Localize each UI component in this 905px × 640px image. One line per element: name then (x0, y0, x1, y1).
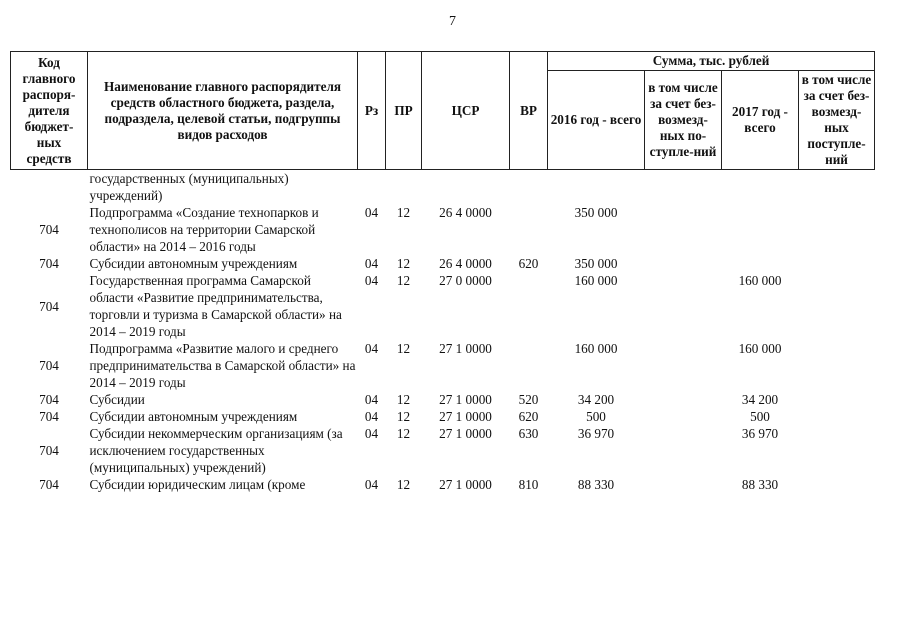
row-pr: 12 (396, 477, 411, 492)
row-pr: 12 (396, 409, 411, 424)
row-2016-total: 34 200 (577, 392, 615, 407)
row-2017-free (799, 204, 875, 255)
budget-table (10, 51, 875, 493)
row-rz (358, 170, 386, 205)
row-code: 704 (39, 477, 59, 492)
table-body (11, 170, 875, 494)
row-2017-free (799, 425, 875, 476)
row-2017-total: 88 330 (741, 477, 779, 492)
table-row (11, 255, 875, 272)
row-rz: 04 (364, 341, 379, 356)
header-rz: Рз (358, 52, 386, 170)
row-csr: 27 1 0000 (439, 392, 492, 407)
table-row (11, 476, 875, 493)
row-pr: 12 (396, 273, 411, 288)
page-number: 7 (449, 14, 456, 29)
header-sum: Сумма, тыс. рублей (548, 52, 875, 71)
row-2016-total: 350 000 (574, 256, 618, 271)
row-vr (510, 340, 548, 391)
row-vr: 630 (518, 426, 539, 441)
row-code: 704 (39, 298, 59, 314)
row-code (11, 170, 88, 205)
row-name: Государственная программа Самарской области «Развитие предпринимательства, торговли и туризма в Самарской области» на 2014 – 2019 годы (89, 273, 342, 339)
row-2016-free (645, 170, 722, 205)
row-2016-free (645, 204, 722, 255)
row-2017-total (722, 170, 799, 205)
table-row (11, 170, 875, 205)
row-2016-free (645, 255, 722, 272)
row-pr: 12 (396, 341, 411, 356)
row-2016-total: 36 970 (577, 426, 615, 441)
row-rz: 04 (364, 392, 379, 407)
row-pr: 12 (396, 392, 411, 407)
row-code: 704 (39, 392, 59, 407)
row-rz: 04 (364, 477, 379, 492)
row-2016-total (548, 170, 645, 205)
table-row (11, 340, 875, 391)
row-vr: 810 (518, 477, 539, 492)
row-name: Субсидии автономным учреждениям (89, 256, 298, 271)
row-vr (510, 204, 548, 255)
row-rz: 04 (364, 409, 379, 424)
row-pr: 12 (396, 426, 411, 441)
row-2016-free (645, 340, 722, 391)
row-csr: 27 1 0000 (439, 426, 492, 441)
row-2016-free (645, 476, 722, 493)
row-vr: 620 (518, 256, 539, 271)
row-2017-free (799, 255, 875, 272)
row-2017-total: 34 200 (741, 392, 779, 407)
row-name: Субсидии некоммерческим организациям (за исключением государственных (муниципальных) учреждений) (89, 426, 343, 475)
row-name: государственных (муниципальных) учреждений) (89, 171, 289, 203)
row-rz: 04 (364, 256, 379, 271)
row-2017-free (799, 408, 875, 425)
row-2016-total: 160 000 (574, 273, 618, 288)
row-csr: 27 1 0000 (439, 409, 492, 424)
header-2016-total: 2016 год - всего (548, 71, 645, 170)
row-code: 704 (39, 256, 59, 271)
row-2016-free (645, 408, 722, 425)
header-2017-free: в том числе за счет без-возмезд-ных поступле-ний (799, 71, 875, 170)
row-csr: 26 4 0000 (439, 205, 492, 220)
row-vr (510, 272, 548, 340)
table-header-row (11, 52, 875, 71)
row-csr: 27 1 0000 (439, 477, 492, 492)
row-name: Субсидии юридическим лицам (кроме (89, 477, 306, 492)
table-row (11, 391, 875, 408)
row-2016-free (645, 272, 722, 340)
row-vr (510, 170, 548, 205)
table-row (11, 272, 875, 340)
row-pr: 12 (396, 205, 411, 220)
row-2017-total: 160 000 (738, 341, 782, 356)
row-vr: 620 (518, 409, 539, 424)
header-vr: ВР (510, 52, 548, 170)
row-vr: 520 (518, 392, 539, 407)
row-code: 704 (39, 222, 59, 237)
header-pr: ПР (386, 52, 422, 170)
row-2017-total: 160 000 (738, 273, 782, 288)
row-code: 704 (39, 443, 59, 458)
row-2016-free (645, 425, 722, 476)
row-2016-total: 160 000 (574, 341, 618, 356)
row-name: Субсидии автономным учреждениям (89, 409, 298, 424)
row-2016-total: 350 000 (574, 205, 618, 220)
row-2016-free (645, 391, 722, 408)
row-2017-total (722, 204, 799, 255)
table-row (11, 204, 875, 255)
row-2017-free (799, 391, 875, 408)
row-2017-free (799, 340, 875, 391)
header-2017-total: 2017 год - всего (722, 71, 799, 170)
row-rz: 04 (364, 205, 379, 220)
header-2016-free: в том числе за счет без-возмезд-ных по-ступле-ний (645, 71, 722, 170)
row-2017-free (799, 476, 875, 493)
row-2017-free (799, 272, 875, 340)
row-name: Подпрограмма «Создание технопарков и технополисов на территории Самарской области» на 2014 – 2016 годы (89, 205, 319, 254)
row-name: Субсидии (89, 392, 145, 407)
row-rz: 04 (364, 426, 379, 441)
header-csr: ЦСР (422, 52, 510, 170)
row-csr: 27 0 0000 (439, 273, 492, 288)
table-row (11, 408, 875, 425)
row-code: 704 (39, 358, 59, 373)
row-2017-total: 500 (750, 409, 770, 424)
row-2016-total: 500 (586, 409, 606, 424)
row-csr (422, 170, 510, 205)
row-2017-free (799, 170, 875, 205)
table-row (11, 425, 875, 476)
row-code: 704 (39, 409, 59, 424)
header-code: Код главного распоря-дителя бюджет-ных средств (11, 52, 88, 170)
header-name: Наименование главного распорядителя средств областного бюджета, раздела, подраздела, целевой статьи, подгруппы видов расходов (88, 52, 358, 170)
row-2017-total (722, 255, 799, 272)
row-pr: 12 (396, 256, 411, 271)
row-2017-total: 36 970 (741, 426, 779, 441)
row-csr: 26 4 0000 (439, 256, 492, 271)
row-name: Подпрограмма «Развитие малого и среднего предпринимательства в Самарской области» на 2014 – 2019 годы (89, 341, 356, 390)
row-pr (386, 170, 422, 205)
row-rz: 04 (364, 273, 379, 288)
row-2016-total: 88 330 (577, 477, 615, 492)
row-csr: 27 1 0000 (439, 341, 492, 356)
